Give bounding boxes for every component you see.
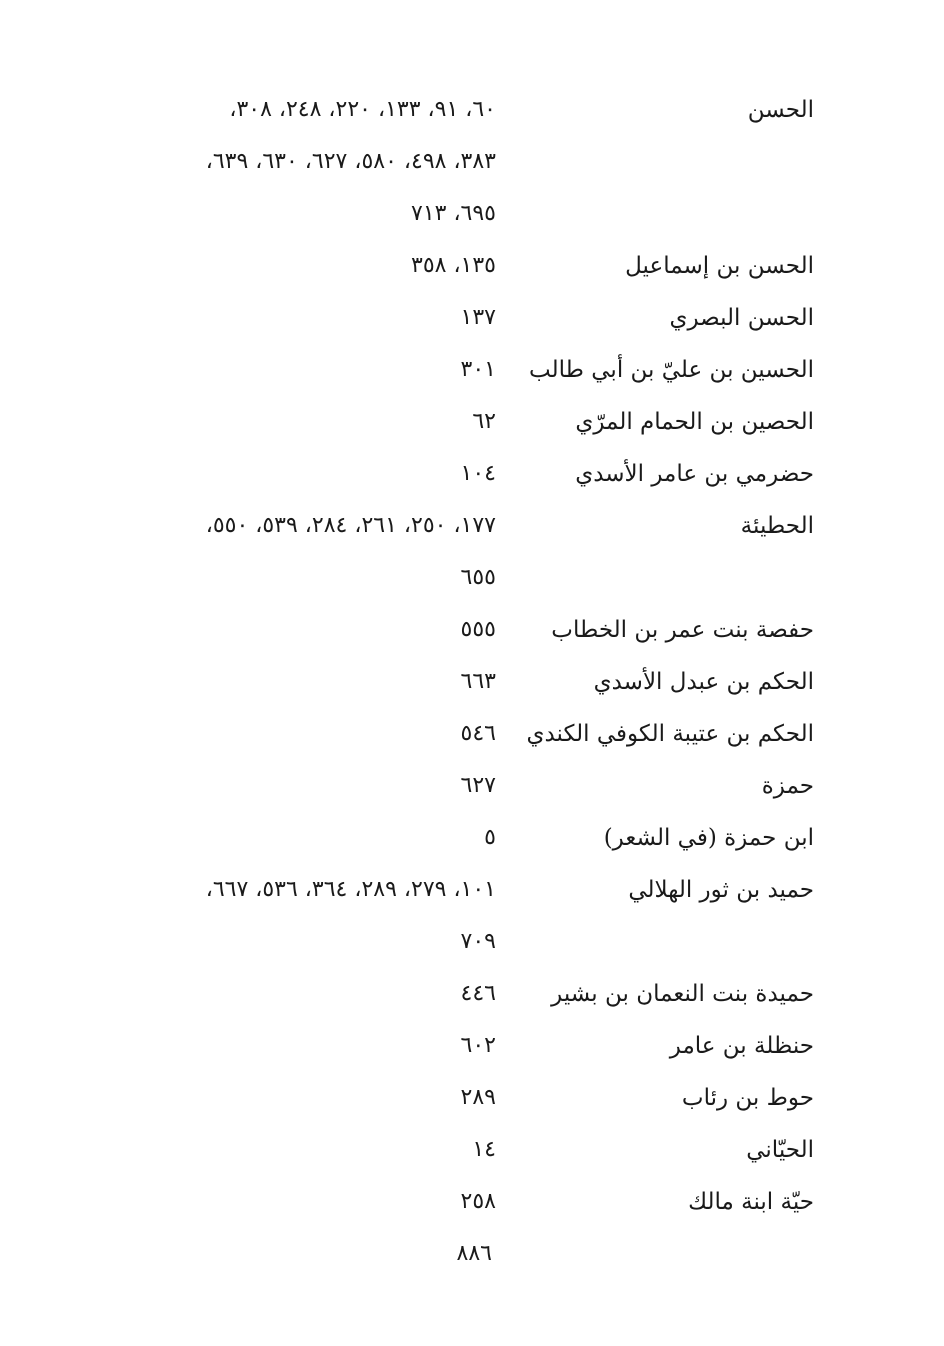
entry-pages: [96, 1020, 496, 1072]
entry-name: حميد بن ثور الهلالي: [628, 877, 814, 903]
entry-pages: [96, 812, 496, 864]
entry-name: الحسن البصري: [669, 305, 814, 331]
entry-pages: [96, 1072, 496, 1124]
index-entry: [0, 240, 944, 292]
entry-pages: [96, 968, 496, 1020]
page-refs-line: ١٣٥، ٣٥٨: [411, 253, 496, 278]
page-refs-line: ٦٠٢: [460, 1033, 496, 1058]
entry-pages: [96, 500, 496, 604]
entry-pages: [96, 708, 496, 760]
index-entry: [0, 292, 944, 344]
page-refs-line: ٢٨٩: [460, 1085, 496, 1110]
index-entry: [0, 1072, 944, 1124]
entry-name: ابن حمزة (في الشعر): [603, 825, 814, 851]
entry-name: الحسن بن إسماعيل: [625, 253, 814, 279]
page-refs-line: ٢٥٨: [460, 1189, 496, 1214]
entry-pages: [96, 344, 496, 396]
index-entry: [0, 1020, 944, 1072]
entry-pages: [96, 240, 496, 292]
entry-name: حيّة ابنة مالك: [688, 1189, 814, 1215]
entry-pages: [96, 864, 496, 968]
index-entry: [0, 968, 944, 1020]
page-refs-line: ٥٥٥: [460, 617, 496, 642]
index-entry: [0, 396, 944, 448]
entry-pages: [96, 292, 496, 344]
entry-name: الحسين بن عليّ بن أبي طالب: [529, 357, 814, 383]
entry-pages: [96, 84, 496, 240]
index-entry: [0, 656, 944, 708]
page-refs-line: ٦٦٣: [460, 669, 496, 694]
page-refs-line: ٣٨٣، ٤٩٨، ٥٨٠، ٦٢٧، ٦٣٠، ٦٣٩،: [205, 149, 496, 174]
entry-name: حوط بن رئاب: [681, 1085, 814, 1111]
index-entry: [0, 812, 944, 864]
page-refs-line: ٣٠١: [460, 357, 496, 382]
index-entry: [0, 1124, 944, 1176]
page-refs-line: ١٠١، ٢٧٩، ٢٨٩، ٣٦٤، ٥٣٦، ٦٦٧،: [205, 877, 496, 902]
page-refs-line: ٤٤٦: [460, 981, 496, 1006]
entry-name: حمزة: [761, 773, 814, 799]
entry-pages: [96, 760, 496, 812]
page-refs-line: ١٧٧، ٢٥٠، ٢٦١، ٢٨٤، ٥٣٩، ٥٥٠،: [205, 513, 496, 538]
page-refs-line: ٦٠، ٩١، ١٣٣، ٢٢٠، ٢٤٨، ٣٠٨،: [229, 97, 496, 122]
entry-name: الحكم بن عبدل الأسدي: [593, 669, 814, 695]
entry-name: الحصين بن الحمام المرّي: [575, 409, 814, 435]
entry-name: الحيّاني: [746, 1137, 814, 1163]
page-refs-line: ٥٤٦: [460, 721, 496, 746]
entry-name: حضرمي بن عامر الأسدي: [575, 461, 814, 487]
page-refs-line: ٦٥٥: [460, 565, 496, 590]
entry-pages: [96, 604, 496, 656]
entry-name: الحطيئة: [740, 513, 814, 539]
index-entry: [0, 760, 944, 812]
index-entry: [0, 448, 944, 500]
page-refs-line: ٥: [484, 825, 496, 850]
page-refs-line: ٦٢: [472, 409, 496, 434]
page-refs-line: ٦٩٥، ٧١٣: [411, 201, 496, 226]
entry-pages: [96, 448, 496, 500]
page-refs-line: ١٠٤: [460, 461, 496, 486]
index-entry: [0, 1176, 944, 1228]
index-entry: [0, 84, 944, 240]
index-entry: [0, 344, 944, 396]
entry-name: الحسن: [747, 97, 814, 123]
entry-name: حميدة بنت النعمان بن بشير: [551, 981, 814, 1007]
page-refs-line: ١٤: [472, 1137, 496, 1162]
page-refs-line: ٦٢٧: [460, 773, 496, 798]
index-entry: [0, 864, 944, 968]
entry-pages: [96, 396, 496, 448]
entry-pages: [96, 1124, 496, 1176]
entry-pages: [96, 1176, 496, 1228]
index-entry: [0, 708, 944, 760]
page-refs-line: ١٣٧: [460, 305, 496, 330]
index-entry: [0, 500, 944, 604]
entry-pages: [96, 656, 496, 708]
page-refs-line: ٧٠٩: [460, 929, 496, 954]
entry-name: الحكم بن عتيبة الكوفي الكندي: [526, 721, 814, 747]
index-entries: [0, 84, 944, 1228]
page-number: ٨٨٦: [456, 1241, 492, 1266]
entry-name: حنظلة بن عامر: [669, 1033, 814, 1059]
index-entry: [0, 604, 944, 656]
entry-name: حفصة بنت عمر بن الخطاب: [551, 617, 814, 643]
